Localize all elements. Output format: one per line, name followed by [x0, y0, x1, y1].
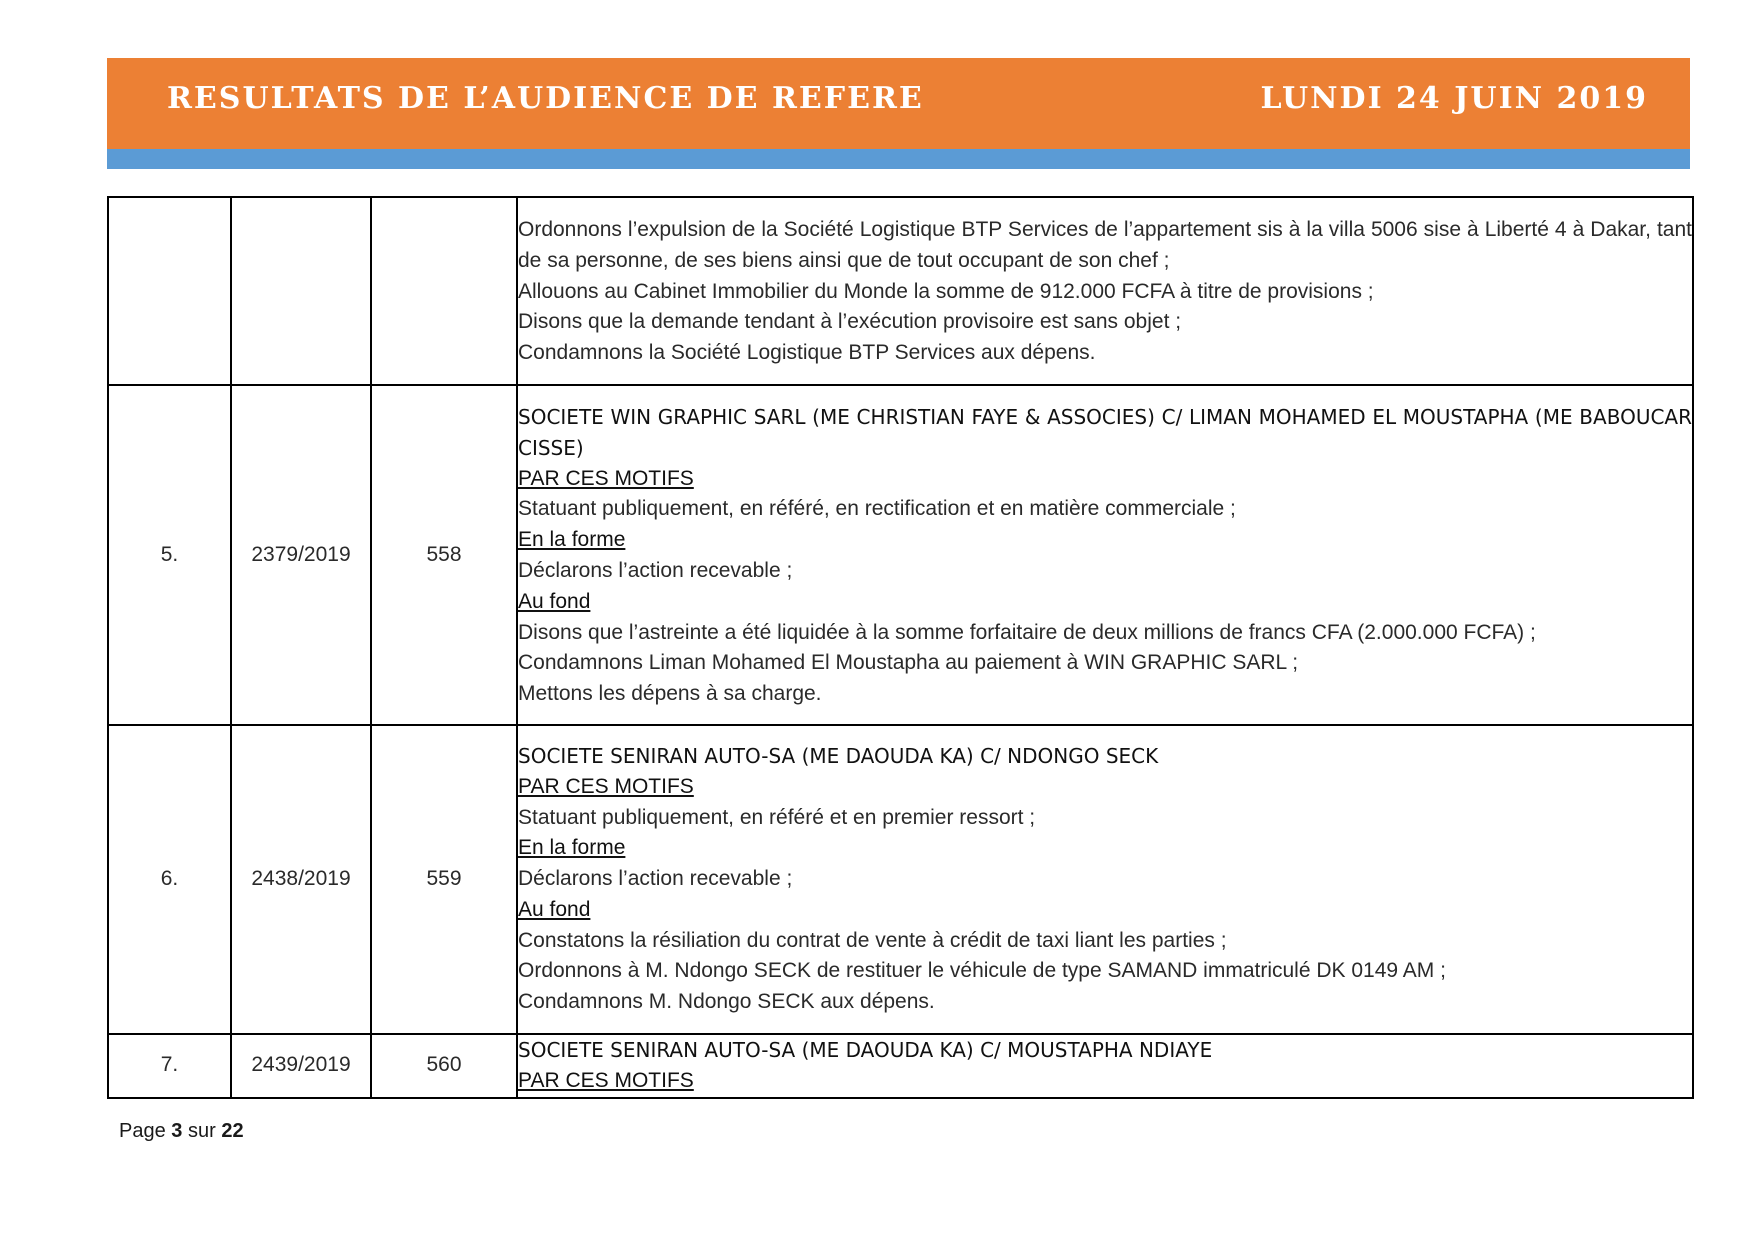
motifs-heading: PAR CES MOTIFS [518, 1068, 694, 1092]
ordonnance-number [371, 197, 517, 385]
decision-text [517, 197, 1693, 385]
decision-line: Allouons au Cabinet Immobilier du Monde la somme de 912.000 FCFA à titre de provisions ; [518, 279, 1374, 303]
decision-line: Condamnons la Société Logistique BTP Services aux dépens. [518, 341, 1096, 365]
decision-text [517, 725, 1693, 1034]
motifs-heading: PAR CES MOTIFS [518, 774, 694, 798]
fond-heading: Au fond [518, 589, 591, 613]
fond-heading: Au fond [518, 897, 591, 921]
header-banner [107, 58, 1690, 149]
results-table [107, 196, 1694, 1099]
table-row [108, 385, 1693, 725]
case-parties: SOCIETE WIN GRAPHIC SARL (ME CHRISTIAN FAYE & ASSOCIES) C/ LIMAN MOHAMED EL MOUSTAPHA (ME BABOUCAR CISSE) [518, 405, 1692, 460]
ordonnance-number: 558 [371, 385, 517, 725]
statuant-line: Statuant publiquement, en référé, en rectification et en matière commerciale ; [518, 497, 1236, 521]
document-title: RESULTATS DE L’AUDIENCE DE REFERE [167, 81, 924, 116]
page-total: 22 [221, 1120, 244, 1142]
decision-text [517, 385, 1693, 725]
fond-line: Constatons la résiliation du contrat de vente à crédit de taxi liant les parties ; [518, 928, 1227, 952]
decision-line: Ordonnons l’expulsion de la Société Logistique BTP Services de l’appartement sis à la villa 5006 sise à Liberté 4 à Dakar, tant de sa personne, de ses biens ainsi que de tout occupant de son chef ; [518, 218, 1692, 272]
forme-heading: En la forme [518, 836, 626, 860]
forme-text: Déclarons l’action recevable ; [518, 867, 793, 891]
decision-text [517, 1034, 1693, 1098]
ordonnance-number: 560 [371, 1034, 517, 1098]
page-current: 3 [171, 1120, 183, 1142]
fond-line: Ordonnons à M. Ndongo SECK de restituer le véhicule de type SAMAND immatriculé DK 0149 AM ; [518, 959, 1446, 983]
ordonnance-number: 559 [371, 725, 517, 1034]
table-row [108, 197, 1693, 385]
rg-number: 2439/2019 [231, 1034, 371, 1098]
forme-heading: En la forme [518, 528, 626, 552]
case-number: 5. [108, 385, 231, 725]
case-number [108, 197, 231, 385]
decision-line: Disons que la demande tendant à l’exécution provisoire est sans objet ; [518, 310, 1182, 334]
table-row [108, 725, 1693, 1034]
forme-text: Déclarons l’action recevable ; [518, 559, 793, 582]
rg-number: 2379/2019 [231, 385, 371, 725]
page-label: Page [119, 1120, 166, 1142]
fond-line: Condamnons Liman Mohamed El Moustapha au paiement à WIN GRAPHIC SARL ; [518, 651, 1299, 675]
page-separator: sur [187, 1120, 216, 1142]
case-number: 6. [108, 725, 231, 1034]
rg-number: 2438/2019 [231, 725, 371, 1034]
rg-number [231, 197, 371, 385]
header-stripe [107, 149, 1690, 169]
case-number: 7. [108, 1034, 231, 1098]
statuant-line: Statuant publiquement, en référé et en premier ressort ; [518, 805, 1036, 829]
case-parties: SOCIETE SENIRAN AUTO-SA (ME DAOUDA KA) C/ MOUSTAPHA NDIAYE [518, 1038, 1213, 1062]
case-parties: SOCIETE SENIRAN AUTO-SA (ME DAOUDA KA) C/ NDONGO SECK [518, 743, 1159, 768]
fond-line: Disons que l’astreinte a été liquidée à la somme forfaitaire de deux millions de francs CFA (2.000.000 FCFA) ; [518, 620, 1536, 644]
table-row [108, 1034, 1693, 1098]
fond-line: Condamnons M. Ndongo SECK aux dépens. [518, 990, 935, 1014]
motifs-heading: PAR CES MOTIFS [518, 466, 694, 490]
fond-line: Mettons les dépens à sa charge. [518, 682, 822, 706]
hearing-date: LUNDI 24 JUIN 2019 [1260, 81, 1648, 116]
page-footer [119, 1120, 244, 1143]
